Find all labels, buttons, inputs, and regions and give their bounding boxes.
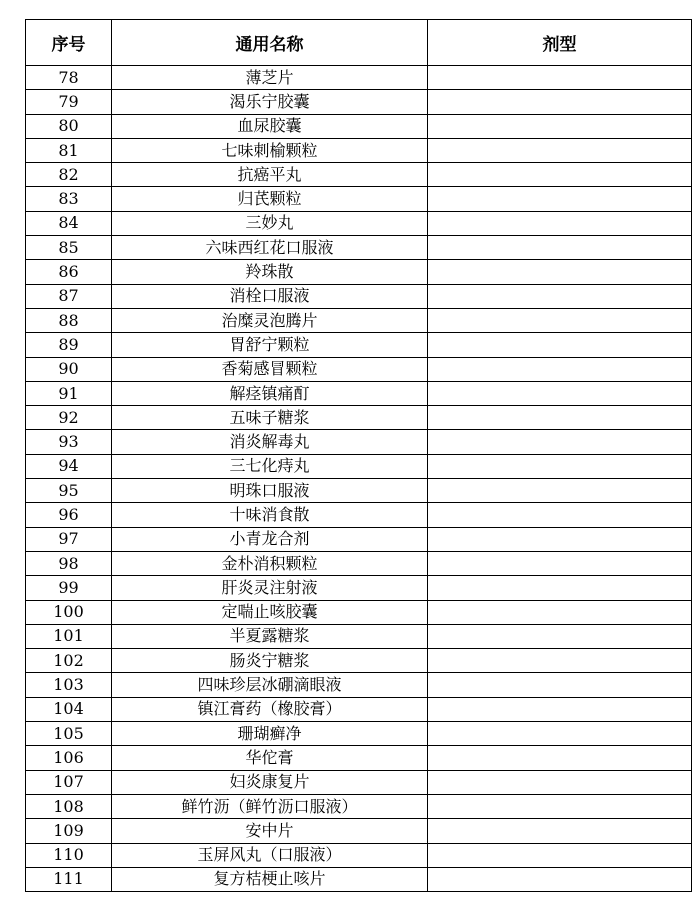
dosage-form-cell [428,843,692,867]
serial-number-cell: 93 [26,430,112,454]
serial-number-cell: 96 [26,503,112,527]
dosage-form-cell [428,284,692,308]
table-row [26,357,692,381]
table-row [26,551,692,575]
serial-number-cell: 87 [26,284,112,308]
dosage-form-cell [428,211,692,235]
table-row [26,163,692,187]
dosage-form-cell [428,794,692,818]
dosage-form-cell [428,673,692,697]
table-row [26,114,692,138]
table-row [26,284,692,308]
generic-name-cell: 玉屏风丸（口服液） [112,843,428,867]
generic-name-cell: 四味珍层冰硼滴眼液 [112,673,428,697]
generic-name-cell: 鲜竹沥（鲜竹沥口服液） [112,794,428,818]
dosage-form-cell [428,819,692,843]
table-row [26,770,692,794]
generic-name-cell: 消炎解毒丸 [112,430,428,454]
serial-number-cell: 78 [26,66,112,90]
dosage-form-cell [428,576,692,600]
serial-number-cell: 84 [26,211,112,235]
generic-name-cell: 定喘止咳胶囊 [112,600,428,624]
serial-number-cell: 81 [26,138,112,162]
generic-name-cell: 六味西红花口服液 [112,236,428,260]
generic-name-cell: 镇江膏药（橡胶膏） [112,697,428,721]
serial-number-cell: 92 [26,406,112,430]
generic-name-cell: 胃舒宁颗粒 [112,333,428,357]
generic-name-cell: 香菊感冒颗粒 [112,357,428,381]
table-body [26,66,692,892]
dosage-form-cell [428,503,692,527]
dosage-form-cell [428,454,692,478]
table-row [26,600,692,624]
generic-name-cell: 肠炎宁糖浆 [112,649,428,673]
serial-number-cell: 90 [26,357,112,381]
generic-name-cell: 安中片 [112,819,428,843]
serial-number-cell: 111 [26,867,112,891]
dosage-form-cell [428,381,692,405]
generic-name-cell: 归芪颗粒 [112,187,428,211]
table-row [26,819,692,843]
dosage-form-cell [428,600,692,624]
table-row [26,867,692,891]
generic-name-cell: 薄芝片 [112,66,428,90]
dosage-form-cell [428,867,692,891]
generic-name-cell: 消栓口服液 [112,284,428,308]
dosage-form-cell [428,722,692,746]
generic-name-cell: 金朴消积颗粒 [112,551,428,575]
generic-name-cell: 明珠口服液 [112,479,428,503]
serial-number-cell: 88 [26,308,112,332]
table-row [26,624,692,648]
header-dosage-form: 剂型 [428,20,692,66]
table-header-row [26,20,692,66]
table-row [26,527,692,551]
serial-number-cell: 100 [26,600,112,624]
table-row [26,454,692,478]
table-row [26,503,692,527]
generic-name-cell: 七味刺榆颗粒 [112,138,428,162]
generic-name-cell: 三七化痔丸 [112,454,428,478]
table-row [26,138,692,162]
dosage-form-cell [428,90,692,114]
table-row [26,211,692,235]
table-row [26,649,692,673]
serial-number-cell: 101 [26,624,112,648]
serial-number-cell: 110 [26,843,112,867]
dosage-form-cell [428,479,692,503]
table-row [26,406,692,430]
serial-number-cell: 86 [26,260,112,284]
serial-number-cell: 82 [26,163,112,187]
serial-number-cell: 97 [26,527,112,551]
dosage-form-cell [428,114,692,138]
dosage-form-cell [428,406,692,430]
header-serial-number: 序号 [26,20,112,66]
generic-name-cell: 珊瑚癣净 [112,722,428,746]
generic-name-cell: 妇炎康复片 [112,770,428,794]
serial-number-cell: 105 [26,722,112,746]
serial-number-cell: 83 [26,187,112,211]
table-row [26,308,692,332]
dosage-form-cell [428,551,692,575]
serial-number-cell: 108 [26,794,112,818]
table-row [26,479,692,503]
dosage-form-cell [428,697,692,721]
generic-name-cell: 五味子糖浆 [112,406,428,430]
dosage-form-cell [428,624,692,648]
serial-number-cell: 85 [26,236,112,260]
serial-number-cell: 104 [26,697,112,721]
serial-number-cell: 95 [26,479,112,503]
table-row [26,722,692,746]
serial-number-cell: 102 [26,649,112,673]
generic-name-cell: 血尿胶囊 [112,114,428,138]
dosage-form-cell [428,770,692,794]
serial-number-cell: 107 [26,770,112,794]
table-row [26,260,692,284]
table-row [26,843,692,867]
serial-number-cell: 103 [26,673,112,697]
serial-number-cell: 106 [26,746,112,770]
generic-name-cell: 华佗膏 [112,746,428,770]
dosage-form-cell [428,66,692,90]
serial-number-cell: 98 [26,551,112,575]
generic-name-cell: 治糜灵泡腾片 [112,308,428,332]
table-row [26,66,692,90]
generic-name-cell: 半夏露糖浆 [112,624,428,648]
dosage-form-cell [428,357,692,381]
table-row [26,430,692,454]
dosage-form-cell [428,163,692,187]
serial-number-cell: 89 [26,333,112,357]
serial-number-cell: 94 [26,454,112,478]
dosage-form-cell [428,308,692,332]
dosage-form-cell [428,746,692,770]
generic-name-cell: 抗癌平丸 [112,163,428,187]
generic-name-cell: 十味消食散 [112,503,428,527]
table-row [26,333,692,357]
generic-name-cell: 渴乐宁胶囊 [112,90,428,114]
dosage-form-cell [428,430,692,454]
table-row [26,236,692,260]
serial-number-cell: 80 [26,114,112,138]
table-row [26,697,692,721]
serial-number-cell: 99 [26,576,112,600]
dosage-form-cell [428,333,692,357]
table-row [26,381,692,405]
dosage-form-cell [428,236,692,260]
table-row [26,187,692,211]
table-row [26,794,692,818]
table-row [26,90,692,114]
dosage-form-cell [428,138,692,162]
generic-name-cell: 复方桔梗止咳片 [112,867,428,891]
table-row [26,576,692,600]
header-generic-name: 通用名称 [112,20,428,66]
generic-name-cell: 小青龙合剂 [112,527,428,551]
generic-name-cell: 解痉镇痛酊 [112,381,428,405]
drug-list-table [25,19,692,892]
table-row [26,746,692,770]
table-row [26,673,692,697]
generic-name-cell: 羚珠散 [112,260,428,284]
serial-number-cell: 91 [26,381,112,405]
dosage-form-cell [428,527,692,551]
serial-number-cell: 79 [26,90,112,114]
generic-name-cell: 肝炎灵注射液 [112,576,428,600]
dosage-form-cell [428,260,692,284]
dosage-form-cell [428,649,692,673]
dosage-form-cell [428,187,692,211]
serial-number-cell: 109 [26,819,112,843]
generic-name-cell: 三妙丸 [112,211,428,235]
